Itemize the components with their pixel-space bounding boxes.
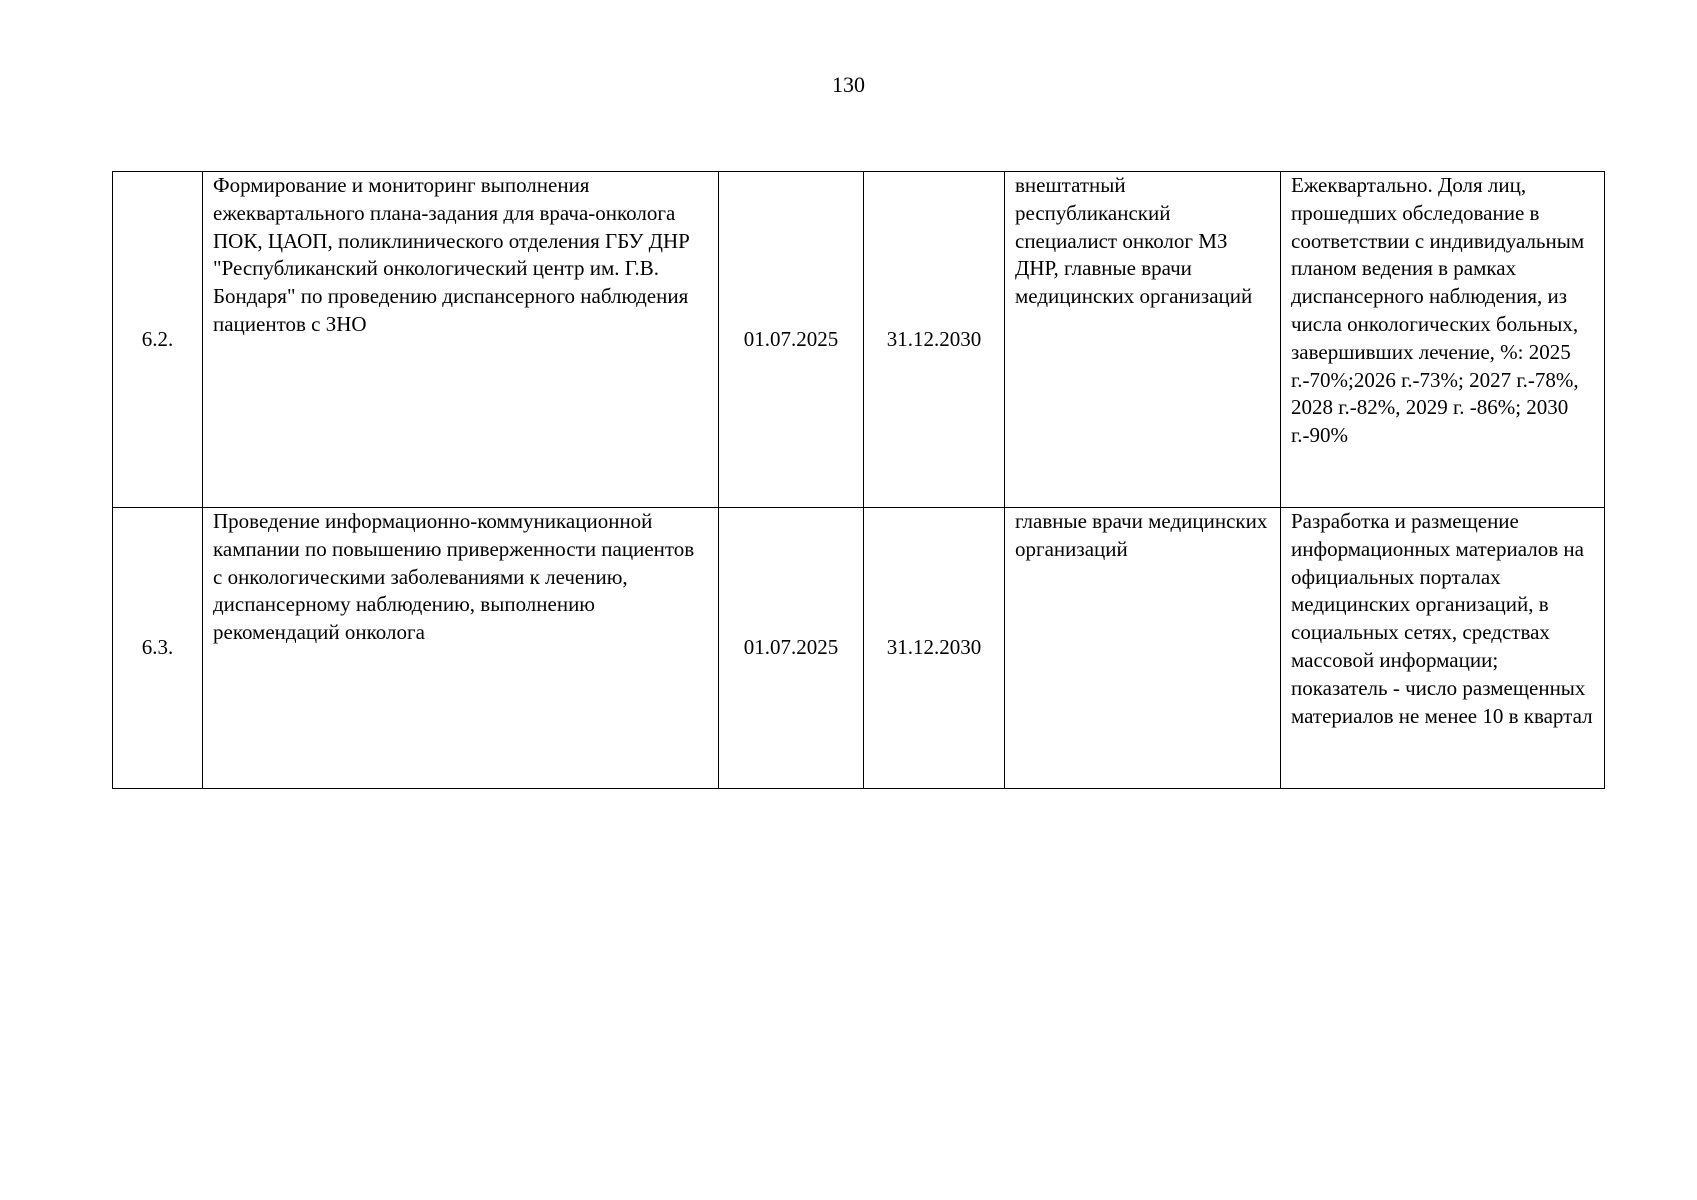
result-cell: Разработка и размещение информационных материалов на официальных порталах медицинских организаций, в социальных сетях, средствах массовой информации; показатель - число размещенных материалов не менее 10 в квартал [1281,508,1605,789]
row-number-cell: 6.3. [113,508,203,789]
activity-cell: Формирование и мониторинг выполнения ежеквартального плана-задания для врача-онколога ПОК, ЦАОП, поликлинического отделения ГБУ ДНР "Республиканский онкологический центр им. Г.В. Бондаря" по проведению диспансерного наблюдения пациентов с ЗНО [203,172,719,508]
table-row [113,172,1605,508]
start-date-cell: 01.07.2025 [719,508,864,789]
end-date-cell: 31.12.2030 [864,172,1005,508]
activities-table [112,171,1605,789]
page-number: 130 [832,72,865,97]
row-number-cell: 6.2. [113,172,203,508]
responsible-cell: главные врачи медицинских организаций [1005,508,1281,789]
responsible-cell: внештатный республиканский специалист онколог МЗ ДНР, главные врачи медицинских организаций [1005,172,1281,508]
result-cell: Ежеквартально. Доля лиц, прошедших обследование в соответствии с индивидуальным планом ведения в рамках диспансерного наблюдения, из числа онкологических больных, завершивших лечение, %: 2025 г.-70%;2026 г.-73%; 2027 г.-78%, 2028 г.-82%, 2029 г. -86%; 2030 г.-90% [1281,172,1605,508]
end-date-cell: 31.12.2030 [864,508,1005,789]
activity-cell: Проведение информационно-коммуникационной кампании по повышению приверженности пациентов с онкологическими заболеваниями к лечению, диспансерному наблюдению, выполнению рекомендаций онколога [203,508,719,789]
start-date-cell: 01.07.2025 [719,172,864,508]
table-row [113,508,1605,789]
